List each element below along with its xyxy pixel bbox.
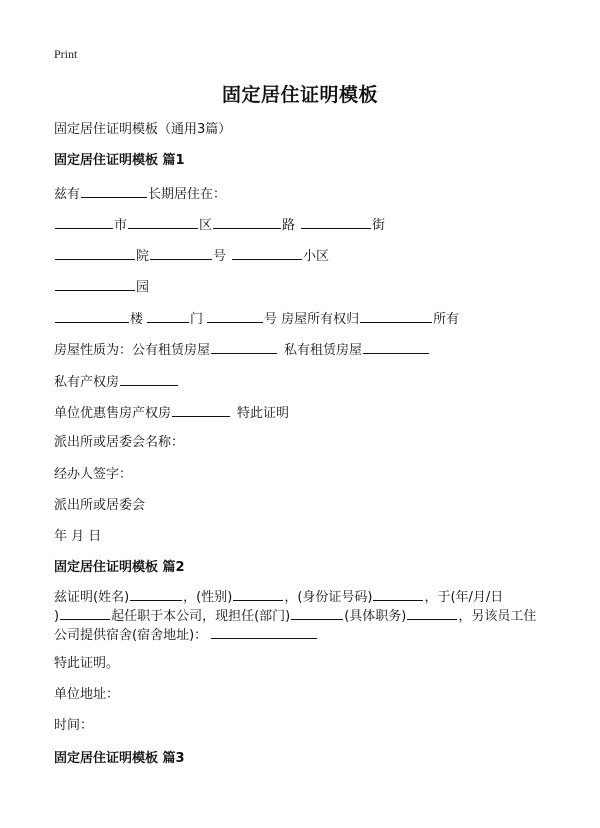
public-rent-blank	[211, 340, 277, 354]
street-label: 街	[372, 218, 386, 233]
address-line-1	[54, 215, 385, 233]
date-line: 年 月 日	[54, 529, 102, 544]
certify-text: 特此证明	[237, 406, 290, 421]
print-link[interactable]: Print	[54, 47, 78, 61]
city-blank	[55, 215, 113, 229]
unit-address-line: 单位地址：	[54, 687, 120, 702]
district-label: 区	[199, 218, 213, 233]
document-title: 固定居住证明模板	[221, 84, 378, 106]
employment-position-label: (具体职务)	[344, 609, 407, 624]
employment-date-label: ，于(年/月/日	[424, 590, 504, 605]
employment-date-close: )	[54, 609, 60, 624]
unit-discount-label: 单位优惠售房产权房	[54, 406, 172, 421]
police-name-line: 派出所或居委会名称：	[54, 435, 185, 450]
name-blank	[81, 184, 147, 198]
unit-discount-line	[54, 403, 289, 421]
employment-id-label: ，(身份证号码)	[284, 590, 373, 605]
ownership-label: 号 房屋所有权归	[264, 312, 360, 327]
community-blank	[232, 246, 302, 260]
document-subtitle: 固定居住证明模板（通用3篇）	[54, 122, 232, 137]
building-blank	[55, 309, 129, 323]
unit-blank	[147, 309, 189, 323]
private-rent-label: 私有租赁房屋	[284, 343, 363, 358]
address-line-3	[54, 277, 149, 295]
section-heading-3: 固定居住证明模板 篇3	[54, 751, 185, 766]
employee-name-blank	[130, 588, 182, 601]
number-label: 号	[213, 249, 227, 264]
courtyard-label: 院	[136, 249, 150, 264]
community-label: 小区	[303, 249, 330, 264]
employment-dept-label: 起任职于本公司，现担任(部门)	[111, 609, 291, 624]
courtyard-blank	[55, 246, 135, 260]
unit-discount-blank	[172, 403, 230, 417]
id-number-blank	[373, 588, 423, 601]
employment-paragraph	[54, 588, 548, 645]
intro-line	[54, 184, 226, 202]
street-blank	[301, 215, 371, 229]
number-blank	[150, 246, 212, 260]
city-label: 市	[114, 218, 128, 233]
building-label: 楼	[130, 312, 144, 327]
address-line-2	[54, 246, 329, 264]
property-nature-line	[54, 340, 430, 358]
private-owned-blank	[120, 372, 178, 386]
private-owned-label: 私有产权房	[54, 375, 120, 390]
start-date-blank	[60, 607, 110, 620]
address-line-4	[54, 309, 459, 327]
garden-label: 园	[136, 280, 150, 295]
section-heading-2: 固定居住证明模板 篇2	[54, 560, 185, 575]
room-blank	[207, 309, 263, 323]
employment-gender-label: ，(性别)	[183, 590, 233, 605]
certify-line-2: 特此证明。	[54, 656, 120, 671]
private-rent-blank	[363, 340, 429, 354]
police-line: 派出所或居委会	[54, 498, 146, 513]
owner-blank	[360, 309, 432, 323]
section-heading-1: 固定居住证明模板 篇1	[54, 153, 185, 168]
private-owned-line	[54, 372, 179, 390]
owner-suffix: 所有	[433, 312, 460, 327]
gender-blank	[233, 588, 283, 601]
position-blank	[407, 607, 457, 620]
intro-suffix: 长期居住在：	[148, 187, 227, 202]
department-blank	[291, 607, 343, 620]
public-rent-label: 房屋性质为：公有租赁房屋	[54, 343, 211, 358]
time-line: 时间：	[54, 718, 94, 733]
employment-name-label: 兹证明(姓名)	[54, 590, 130, 605]
intro-text: 兹有	[54, 187, 81, 202]
road-label: 路	[282, 218, 296, 233]
employment-dorm-label: ，另该员工住公司提供宿舍(宿舍地址)：	[54, 609, 537, 643]
road-blank	[213, 215, 281, 229]
dorm-address-blank	[211, 626, 317, 639]
unit-label: 门	[190, 312, 204, 327]
garden-blank	[55, 277, 135, 291]
district-blank	[128, 215, 198, 229]
handler-sign-line: 经办人签字：	[54, 467, 133, 482]
